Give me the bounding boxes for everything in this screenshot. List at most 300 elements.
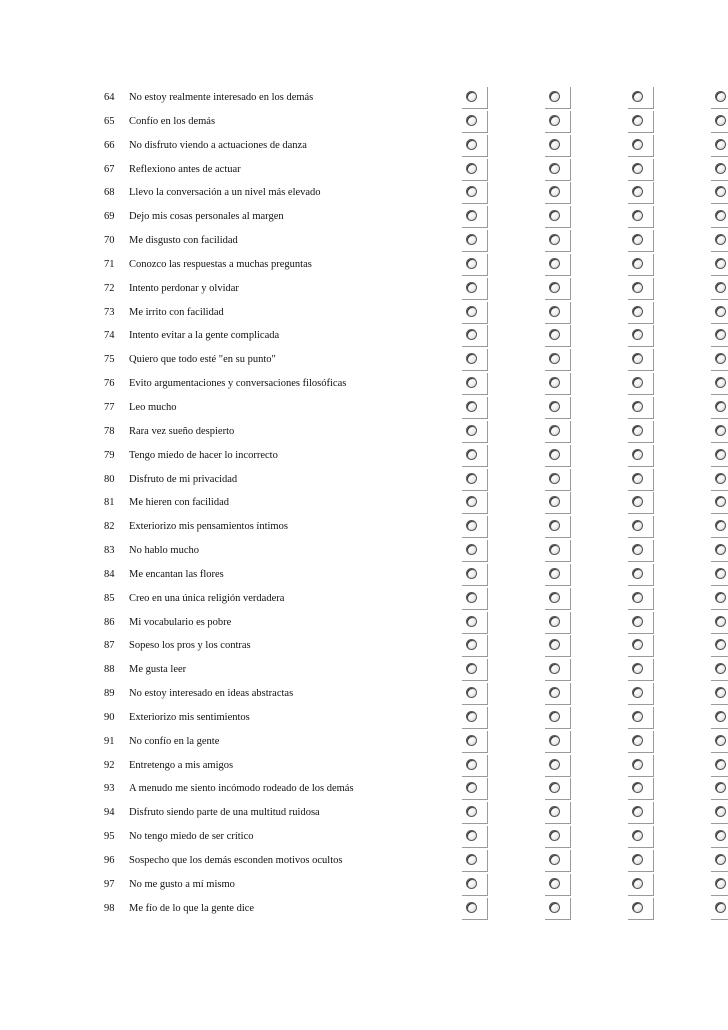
radio-button-icon[interactable]: [549, 735, 560, 746]
answer-option-1[interactable]: [462, 540, 488, 562]
radio-button-icon[interactable]: [549, 520, 560, 531]
question-text: Reflexiono antes de actuar: [129, 163, 241, 175]
radio-button-icon[interactable]: [632, 878, 643, 889]
question-row-92: [0, 755, 728, 779]
radio-button-icon[interactable]: [466, 401, 477, 412]
question-row-74: [0, 325, 728, 349]
question-text: Sospecho que los demás esconden motivos ocultos: [129, 855, 343, 866]
radio-button-icon[interactable]: [549, 186, 560, 197]
answer-option-4[interactable]: [711, 111, 728, 133]
answer-option-3[interactable]: [628, 373, 654, 395]
answer-option-1[interactable]: [462, 206, 488, 228]
radio-button-icon[interactable]: [715, 306, 726, 317]
answer-option-4[interactable]: [711, 659, 728, 681]
answer-option-3[interactable]: [628, 898, 654, 920]
radio-button-icon[interactable]: [632, 234, 643, 245]
answer-option-3[interactable]: [628, 492, 654, 514]
answer-option-2[interactable]: [545, 516, 571, 538]
radio-button-icon[interactable]: [715, 878, 726, 889]
radio-button-icon[interactable]: [632, 854, 643, 865]
answer-option-4[interactable]: [711, 898, 728, 920]
radio-button-icon[interactable]: [715, 329, 726, 340]
answer-option-4[interactable]: [711, 707, 728, 729]
radio-button-icon[interactable]: [549, 401, 560, 412]
radio-button-icon[interactable]: [715, 854, 726, 865]
answer-option-1[interactable]: [462, 445, 488, 467]
radio-button-icon[interactable]: [632, 353, 643, 364]
radio-button-icon[interactable]: [466, 115, 477, 126]
answer-option-4[interactable]: [711, 182, 728, 204]
radio-button-icon[interactable]: [632, 639, 643, 650]
radio-button-icon[interactable]: [466, 711, 477, 722]
radio-button-icon[interactable]: [466, 806, 477, 817]
answer-option-1[interactable]: [462, 659, 488, 681]
radio-button-icon[interactable]: [715, 234, 726, 245]
answer-option-2[interactable]: [545, 850, 571, 872]
radio-button-icon[interactable]: [632, 782, 643, 793]
answer-option-2[interactable]: [545, 469, 571, 491]
radio-button-icon[interactable]: [466, 854, 477, 865]
answer-option-3[interactable]: [628, 707, 654, 729]
answer-option-3[interactable]: [628, 850, 654, 872]
radio-button-icon[interactable]: [715, 639, 726, 650]
answer-option-1[interactable]: [462, 159, 488, 181]
radio-button-icon[interactable]: [549, 568, 560, 579]
radio-button-icon[interactable]: [715, 616, 726, 627]
radio-button-icon[interactable]: [466, 163, 477, 174]
question-number: 87: [104, 640, 115, 652]
question-number: 64: [104, 92, 115, 103]
radio-button-icon[interactable]: [715, 759, 726, 770]
answer-option-1[interactable]: [462, 588, 488, 610]
radio-button-icon[interactable]: [632, 139, 643, 150]
question-text: Llevo la conversación a un nivel más elevado: [129, 187, 321, 199]
answer-option-3[interactable]: [628, 135, 654, 157]
answer-option-3[interactable]: [628, 731, 654, 753]
question-number: 68: [104, 187, 115, 199]
answer-option-2[interactable]: [545, 206, 571, 228]
radio-button-icon[interactable]: [549, 234, 560, 245]
answer-option-2[interactable]: [545, 373, 571, 395]
radio-button-icon[interactable]: [632, 687, 643, 698]
answer-option-4[interactable]: [711, 850, 728, 872]
radio-button-icon[interactable]: [549, 830, 560, 841]
radio-button-icon[interactable]: [549, 139, 560, 150]
radio-button-icon[interactable]: [549, 353, 560, 364]
radio-button-icon[interactable]: [549, 902, 560, 913]
answer-option-3[interactable]: [628, 659, 654, 681]
radio-button-icon[interactable]: [466, 210, 477, 221]
radio-button-icon[interactable]: [715, 258, 726, 269]
radio-button-icon[interactable]: [466, 139, 477, 150]
answer-option-4[interactable]: [711, 206, 728, 228]
radio-button-icon[interactable]: [715, 568, 726, 579]
answer-option-4[interactable]: [711, 540, 728, 562]
answer-option-1[interactable]: [462, 325, 488, 347]
radio-button-icon[interactable]: [549, 91, 560, 102]
answer-option-2[interactable]: [545, 802, 571, 824]
answer-option-1[interactable]: [462, 302, 488, 324]
radio-button-icon[interactable]: [549, 806, 560, 817]
question-number: 81: [104, 497, 115, 509]
answer-option-4[interactable]: [711, 755, 728, 777]
radio-button-icon[interactable]: [715, 353, 726, 364]
radio-button-icon[interactable]: [715, 806, 726, 817]
radio-button-icon[interactable]: [549, 473, 560, 484]
answer-option-1[interactable]: [462, 349, 488, 371]
answer-option-3[interactable]: [628, 230, 654, 252]
radio-button-icon[interactable]: [632, 663, 643, 674]
radio-button-icon[interactable]: [715, 711, 726, 722]
radio-button-icon[interactable]: [466, 234, 477, 245]
radio-button-icon[interactable]: [466, 258, 477, 269]
radio-button-icon[interactable]: [549, 782, 560, 793]
radio-button-icon[interactable]: [466, 878, 477, 889]
answer-option-4[interactable]: [711, 802, 728, 824]
answer-option-1[interactable]: [462, 87, 488, 109]
radio-button-icon[interactable]: [549, 258, 560, 269]
answer-option-3[interactable]: [628, 278, 654, 300]
answer-option-3[interactable]: [628, 564, 654, 586]
answer-option-4[interactable]: [711, 492, 728, 514]
answer-option-3[interactable]: [628, 87, 654, 109]
radio-button-icon[interactable]: [715, 210, 726, 221]
answer-option-1[interactable]: [462, 182, 488, 204]
answer-option-4[interactable]: [711, 230, 728, 252]
radio-button-icon[interactable]: [632, 592, 643, 603]
radio-button-icon[interactable]: [632, 377, 643, 388]
radio-button-icon[interactable]: [549, 759, 560, 770]
answer-option-1[interactable]: [462, 755, 488, 777]
answer-option-4[interactable]: [711, 325, 728, 347]
answer-option-1[interactable]: [462, 898, 488, 920]
radio-button-icon[interactable]: [466, 282, 477, 293]
answer-option-2[interactable]: [545, 898, 571, 920]
answer-option-1[interactable]: [462, 564, 488, 586]
answer-option-2[interactable]: [545, 254, 571, 276]
answer-option-1[interactable]: [462, 635, 488, 657]
radio-button-icon[interactable]: [715, 735, 726, 746]
radio-button-icon[interactable]: [466, 473, 477, 484]
radio-button-icon[interactable]: [466, 520, 477, 531]
radio-button-icon[interactable]: [715, 401, 726, 412]
radio-button-icon[interactable]: [715, 425, 726, 436]
answer-option-4[interactable]: [711, 635, 728, 657]
radio-button-icon[interactable]: [632, 830, 643, 841]
answer-option-2[interactable]: [545, 874, 571, 896]
answer-option-2[interactable]: [545, 87, 571, 109]
radio-button-icon[interactable]: [549, 449, 560, 460]
answer-option-2[interactable]: [545, 612, 571, 634]
radio-button-icon[interactable]: [632, 473, 643, 484]
answer-option-2[interactable]: [545, 182, 571, 204]
answer-option-2[interactable]: [545, 159, 571, 181]
answer-option-1[interactable]: [462, 778, 488, 800]
radio-button-icon[interactable]: [715, 186, 726, 197]
question-text: No estoy realmente interesado en los demás: [129, 92, 314, 103]
answer-option-3[interactable]: [628, 445, 654, 467]
radio-button-icon[interactable]: [549, 306, 560, 317]
question-row-97: [0, 874, 728, 898]
radio-button-icon[interactable]: [549, 878, 560, 889]
answer-option-3[interactable]: [628, 540, 654, 562]
radio-button-icon[interactable]: [632, 711, 643, 722]
radio-button-icon[interactable]: [715, 520, 726, 531]
answer-option-1[interactable]: [462, 874, 488, 896]
radio-button-icon[interactable]: [466, 449, 477, 460]
answer-option-4[interactable]: [711, 564, 728, 586]
answer-option-4[interactable]: [711, 302, 728, 324]
radio-button-icon[interactable]: [715, 91, 726, 102]
answer-option-1[interactable]: [462, 612, 488, 634]
answer-option-3[interactable]: [628, 683, 654, 705]
radio-button-icon[interactable]: [549, 115, 560, 126]
answer-option-1[interactable]: [462, 135, 488, 157]
radio-button-icon[interactable]: [715, 782, 726, 793]
radio-button-icon[interactable]: [466, 353, 477, 364]
radio-button-icon[interactable]: [549, 639, 560, 650]
question-text: No confío en la gente: [129, 735, 220, 747]
answer-option-3[interactable]: [628, 397, 654, 419]
radio-button-icon[interactable]: [466, 902, 477, 913]
question-row-96: [0, 850, 728, 874]
radio-button-icon[interactable]: [715, 663, 726, 674]
radio-button-icon[interactable]: [549, 425, 560, 436]
radio-button-icon[interactable]: [715, 163, 726, 174]
radio-button-icon[interactable]: [549, 210, 560, 221]
answer-option-1[interactable]: [462, 707, 488, 729]
answer-option-4[interactable]: [711, 135, 728, 157]
answer-option-3[interactable]: [628, 421, 654, 443]
radio-button-icon[interactable]: [466, 91, 477, 102]
answer-option-2[interactable]: [545, 421, 571, 443]
answer-option-3[interactable]: [628, 874, 654, 896]
answer-option-4[interactable]: [711, 778, 728, 800]
radio-button-icon[interactable]: [632, 186, 643, 197]
radio-button-icon[interactable]: [632, 329, 643, 340]
radio-button-icon[interactable]: [715, 544, 726, 555]
answer-option-4[interactable]: [711, 612, 728, 634]
radio-button-icon[interactable]: [466, 735, 477, 746]
answer-option-2[interactable]: [545, 707, 571, 729]
answer-option-1[interactable]: [462, 683, 488, 705]
radio-button-icon[interactable]: [466, 377, 477, 388]
answer-option-2[interactable]: [545, 755, 571, 777]
radio-button-icon[interactable]: [466, 830, 477, 841]
radio-button-icon[interactable]: [466, 782, 477, 793]
answer-option-4[interactable]: [711, 397, 728, 419]
question-text: Tengo miedo de hacer lo incorrecto: [129, 449, 278, 461]
radio-button-icon[interactable]: [632, 806, 643, 817]
answer-option-4[interactable]: [711, 588, 728, 610]
answer-option-3[interactable]: [628, 588, 654, 610]
radio-button-icon[interactable]: [466, 592, 477, 603]
radio-button-icon[interactable]: [549, 663, 560, 674]
radio-button-icon[interactable]: [632, 115, 643, 126]
answer-option-3[interactable]: [628, 802, 654, 824]
radio-button-icon[interactable]: [632, 735, 643, 746]
radio-button-icon[interactable]: [715, 377, 726, 388]
radio-button-icon[interactable]: [632, 616, 643, 627]
answer-option-2[interactable]: [545, 397, 571, 419]
radio-button-icon[interactable]: [632, 91, 643, 102]
answer-option-2[interactable]: [545, 278, 571, 300]
radio-button-icon[interactable]: [632, 902, 643, 913]
radio-button-icon[interactable]: [632, 449, 643, 460]
radio-button-icon[interactable]: [549, 854, 560, 865]
radio-button-icon[interactable]: [549, 616, 560, 627]
radio-button-icon[interactable]: [549, 163, 560, 174]
radio-button-icon[interactable]: [466, 759, 477, 770]
answer-option-1[interactable]: [462, 850, 488, 872]
radio-button-icon[interactable]: [715, 592, 726, 603]
radio-button-icon[interactable]: [549, 496, 560, 507]
answer-option-2[interactable]: [545, 302, 571, 324]
radio-button-icon[interactable]: [715, 830, 726, 841]
answer-option-1[interactable]: [462, 492, 488, 514]
answer-option-4[interactable]: [711, 731, 728, 753]
answer-option-2[interactable]: [545, 635, 571, 657]
radio-button-icon[interactable]: [632, 520, 643, 531]
answer-option-3[interactable]: [628, 469, 654, 491]
answer-option-4[interactable]: [711, 445, 728, 467]
answer-option-2[interactable]: [545, 683, 571, 705]
radio-button-icon[interactable]: [715, 449, 726, 460]
answer-option-2[interactable]: [545, 826, 571, 848]
answer-option-3[interactable]: [628, 755, 654, 777]
answer-option-4[interactable]: [711, 826, 728, 848]
radio-button-icon[interactable]: [466, 687, 477, 698]
radio-button-icon[interactable]: [715, 473, 726, 484]
answer-option-3[interactable]: [628, 349, 654, 371]
answer-option-1[interactable]: [462, 373, 488, 395]
answer-option-3[interactable]: [628, 612, 654, 634]
answer-option-4[interactable]: [711, 159, 728, 181]
radio-button-icon[interactable]: [632, 544, 643, 555]
answer-option-1[interactable]: [462, 516, 488, 538]
answer-option-3[interactable]: [628, 635, 654, 657]
answer-option-4[interactable]: [711, 349, 728, 371]
answer-option-2[interactable]: [545, 778, 571, 800]
question-text: Me encantan las flores: [129, 568, 224, 580]
radio-button-icon[interactable]: [715, 902, 726, 913]
answer-option-3[interactable]: [628, 516, 654, 538]
answer-option-4[interactable]: [711, 516, 728, 538]
radio-button-icon[interactable]: [632, 210, 643, 221]
radio-button-icon[interactable]: [632, 568, 643, 579]
answer-option-2[interactable]: [545, 540, 571, 562]
radio-button-icon[interactable]: [466, 568, 477, 579]
answer-option-3[interactable]: [628, 182, 654, 204]
answer-option-1[interactable]: [462, 826, 488, 848]
radio-button-icon[interactable]: [715, 687, 726, 698]
radio-button-icon[interactable]: [549, 592, 560, 603]
answer-option-2[interactable]: [545, 659, 571, 681]
radio-button-icon[interactable]: [549, 687, 560, 698]
answer-option-1[interactable]: [462, 731, 488, 753]
radio-button-icon[interactable]: [466, 186, 477, 197]
answer-option-4[interactable]: [711, 373, 728, 395]
question-number: 69: [104, 211, 115, 223]
answer-option-2[interactable]: [545, 135, 571, 157]
radio-button-icon[interactable]: [715, 139, 726, 150]
answer-option-1[interactable]: [462, 254, 488, 276]
answer-option-1[interactable]: [462, 421, 488, 443]
answer-option-4[interactable]: [711, 683, 728, 705]
answer-option-3[interactable]: [628, 778, 654, 800]
answer-option-4[interactable]: [711, 254, 728, 276]
radio-button-icon[interactable]: [549, 711, 560, 722]
question-row-95: [0, 826, 728, 850]
answer-option-2[interactable]: [545, 325, 571, 347]
radio-button-icon[interactable]: [632, 759, 643, 770]
answer-option-1[interactable]: [462, 230, 488, 252]
answer-option-1[interactable]: [462, 802, 488, 824]
answer-option-3[interactable]: [628, 111, 654, 133]
answer-option-4[interactable]: [711, 874, 728, 896]
radio-button-icon[interactable]: [466, 639, 477, 650]
radio-button-icon[interactable]: [715, 496, 726, 507]
radio-button-icon[interactable]: [549, 282, 560, 293]
answer-option-2[interactable]: [545, 731, 571, 753]
radio-button-icon[interactable]: [466, 496, 477, 507]
answer-option-2[interactable]: [545, 111, 571, 133]
answer-option-3[interactable]: [628, 325, 654, 347]
answer-option-2[interactable]: [545, 349, 571, 371]
answer-option-2[interactable]: [545, 564, 571, 586]
answer-option-2[interactable]: [545, 230, 571, 252]
answer-option-1[interactable]: [462, 111, 488, 133]
answer-option-1[interactable]: [462, 469, 488, 491]
radio-button-icon[interactable]: [632, 425, 643, 436]
radio-button-icon[interactable]: [715, 115, 726, 126]
radio-button-icon[interactable]: [549, 329, 560, 340]
answer-option-4[interactable]: [711, 421, 728, 443]
answer-option-3[interactable]: [628, 826, 654, 848]
radio-button-icon[interactable]: [549, 377, 560, 388]
radio-button-icon[interactable]: [549, 544, 560, 555]
radio-button-icon[interactable]: [466, 306, 477, 317]
radio-button-icon[interactable]: [466, 329, 477, 340]
radio-button-icon[interactable]: [466, 544, 477, 555]
answer-option-2[interactable]: [545, 588, 571, 610]
question-text: No tengo miedo de ser crítico: [129, 831, 254, 843]
radio-button-icon[interactable]: [466, 425, 477, 436]
radio-button-icon[interactable]: [632, 282, 643, 293]
answer-option-2[interactable]: [545, 492, 571, 514]
radio-button-icon[interactable]: [715, 282, 726, 293]
radio-button-icon[interactable]: [632, 401, 643, 412]
radio-button-icon[interactable]: [632, 258, 643, 269]
radio-button-icon[interactable]: [632, 496, 643, 507]
answer-option-4[interactable]: [711, 278, 728, 300]
radio-button-icon[interactable]: [466, 663, 477, 674]
radio-button-icon[interactable]: [632, 163, 643, 174]
answer-option-3[interactable]: [628, 159, 654, 181]
radio-button-icon[interactable]: [466, 616, 477, 627]
answer-option-3[interactable]: [628, 302, 654, 324]
answer-option-3[interactable]: [628, 206, 654, 228]
answer-option-1[interactable]: [462, 278, 488, 300]
question-text: A menudo me siento incómodo rodeado de los demás: [129, 783, 354, 795]
radio-button-icon[interactable]: [632, 306, 643, 317]
answer-option-4[interactable]: [711, 469, 728, 491]
answer-option-2[interactable]: [545, 445, 571, 467]
answer-option-1[interactable]: [462, 397, 488, 419]
question-number: 73: [104, 306, 115, 318]
answer-option-4[interactable]: [711, 87, 728, 109]
answer-option-3[interactable]: [628, 254, 654, 276]
